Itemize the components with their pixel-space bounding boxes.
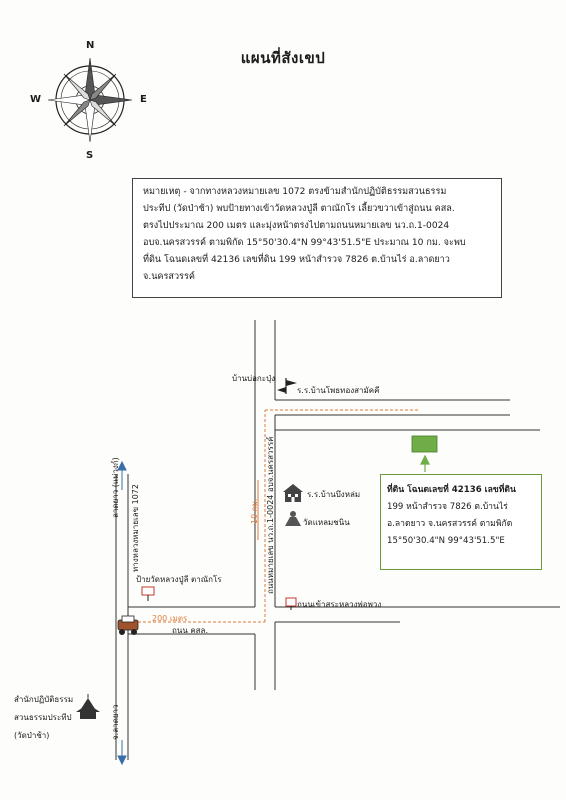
label-ban-bo-krapong: บ้านบ่อกะปุ่ง bbox=[232, 374, 276, 383]
note-line: ที่ดิน โฉนดเลขที่ 42136 เลขที่ดิน 199 หน้าสำรวจ 7826 ต.บ้านไร่ อ.ลาดยาว bbox=[143, 255, 450, 265]
route-note-box bbox=[132, 178, 502, 298]
note-line: ประทีป (วัดป่าช้า) พบป้ายทางเข้าวัดหลวงปู่ลี ตาณักโร เลี้ยวขวาเข้าสู่ถนน คสล. bbox=[143, 204, 455, 214]
note-line: หมายเหตุ - จากทางหลวงหมายเลข 1072 ตรงข้ามสำนักปฏิบัติธรรมสวนธรรม bbox=[143, 187, 447, 197]
note-line: จ.นครสวรรค์ bbox=[143, 272, 195, 282]
buddha-icon bbox=[285, 511, 301, 526]
compass-e-label: E bbox=[140, 94, 147, 105]
label-highway-1072: ทางหลวงหมายเลข 1072 bbox=[131, 484, 140, 572]
label-to-ladyao-top: ลาดยาว (แม่วงก์) bbox=[111, 457, 120, 518]
label-road-sa-luang: ถนนเข้าสระหลวงพ่อพวง bbox=[297, 600, 382, 609]
plot-line: ที่ดิน โฉนดเลขที่ 42136 เลขที่ดิน bbox=[387, 485, 516, 495]
label-school-bueng-lam: ร.ร.บ้านบึงหล่ม bbox=[307, 490, 361, 499]
label-distance-200m: 200 เมตร bbox=[152, 614, 188, 623]
label-suan-tham-2: สวนธรรมประทีป bbox=[14, 713, 72, 722]
compass-w-label: W bbox=[30, 94, 42, 105]
flag-sign-icon bbox=[277, 378, 297, 394]
compass-n-label: N bbox=[86, 40, 95, 51]
label-wat-laem-chanin: วัดแหลมชนิน bbox=[303, 518, 350, 527]
arrow-down-icon bbox=[118, 740, 126, 764]
temple-icon bbox=[76, 694, 100, 719]
label-suan-tham-1: สำนักปฏิบัติธรรม bbox=[14, 695, 74, 704]
label-to-ladyao-bottom: จ.ลาดยาว bbox=[111, 704, 120, 740]
school-icon bbox=[283, 484, 303, 502]
plot-info-box bbox=[380, 474, 542, 570]
page-title: แผนที่สังเขป bbox=[240, 49, 326, 67]
land-plot-marker bbox=[412, 436, 437, 452]
sign-icon bbox=[142, 587, 154, 601]
label-road-nw-0024: ถนนหมายเลข นว.ถ.1-0024 อบจ.นครสวรรค์ bbox=[266, 436, 275, 594]
label-road-concrete: ถนน คสล. bbox=[172, 626, 209, 635]
label-sign-wat-luang-pu: ป้ายวัดหลวงปู่ลี ตาณักโร bbox=[136, 575, 222, 584]
note-line: อบจ.นครสวรรค์ ตามพิกัด 15°50'30.4"N 99°43'51.5"E ประมาณ 10 กม. จะพบ bbox=[143, 238, 466, 248]
label-school-phothong: ร.ร.บ้านโพธทองสามัคคี bbox=[297, 386, 380, 395]
plot-line: อ.ลาดยาว จ.นครสวรรค์ ตามพิกัด bbox=[387, 519, 513, 529]
compass-s-label: S bbox=[86, 150, 94, 161]
plot-line: 15°50'30.4"N 99°43'51.5"E bbox=[387, 536, 505, 546]
label-distance-10km: 10 กม. bbox=[250, 498, 259, 524]
compass-rose-icon bbox=[48, 58, 132, 142]
plot-line: 199 หน้าสำรวจ 7826 ต.บ้านไร่ bbox=[387, 502, 508, 512]
label-suan-tham-3: (วัดป่าช้า) bbox=[14, 731, 50, 740]
sign-icon bbox=[286, 598, 296, 610]
plot-pointer-arrow bbox=[421, 456, 429, 472]
note-line: ตรงไปประมาณ 200 เมตร และมุ่งหน้าตรงไปตามถนนหมายเลข นว.ถ.1-0024 bbox=[143, 221, 450, 231]
